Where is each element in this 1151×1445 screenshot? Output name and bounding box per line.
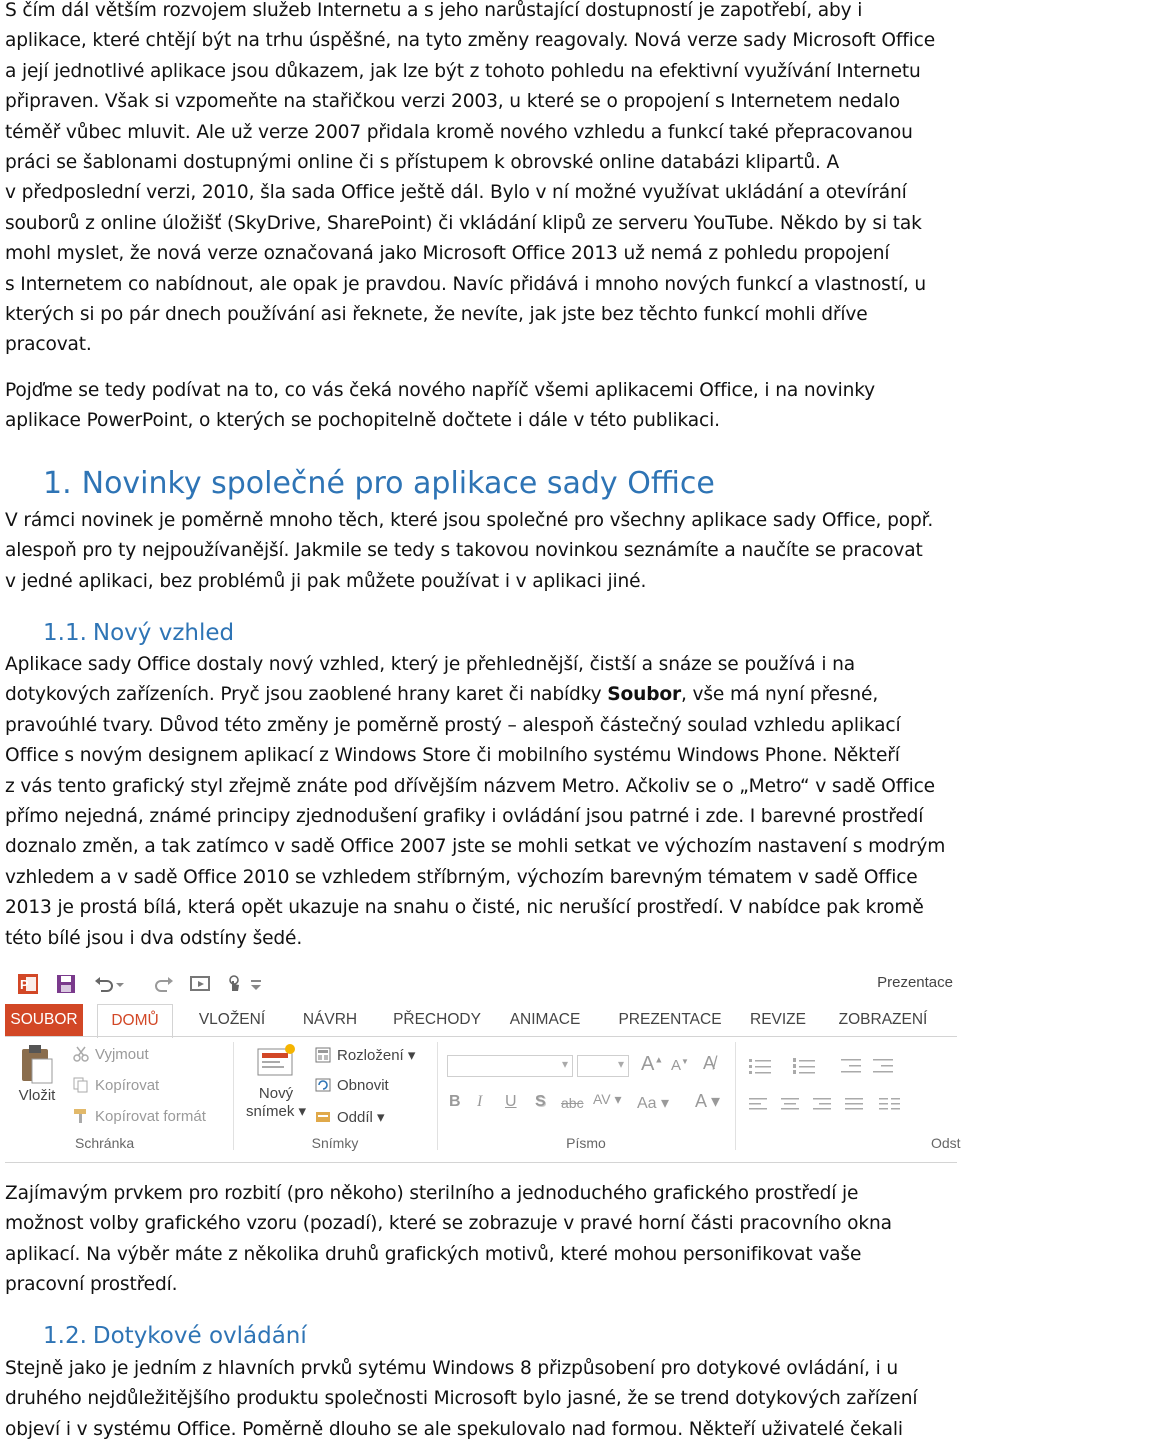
text-line: S čím dál větším rozvojem služeb Internetu a s jeho narůstající dostupností je zapotřebí, aby i bbox=[5, 0, 863, 21]
format-painter-button[interactable]: Kopírovat formát bbox=[73, 1108, 206, 1125]
ribbon-screenshot bbox=[5, 966, 961, 1163]
numbering-icon[interactable] bbox=[793, 1057, 819, 1075]
text-line: V rámci novinek je poměrně mnoho těch, které jsou společné pro všechny aplikace sady Office, popř. bbox=[5, 510, 934, 531]
heading-1-2 bbox=[5, 1321, 307, 1351]
change-case-button[interactable]: Aa ▾ bbox=[637, 1095, 670, 1112]
text-line: souborů z online úložišť (SkyDrive, SharePoint) či vkládání klipů ze serveru YouTube. Někdo by si tak bbox=[5, 212, 922, 234]
touch-mode-icon[interactable] bbox=[223, 973, 245, 993]
font-color-button[interactable]: A ▾ bbox=[695, 1091, 721, 1111]
text-line: v předposlední verzi, 2010, šla sada Office ještě dál. Bylo v ní možné využívat ukládání a otevírání bbox=[5, 182, 907, 204]
heading-number: 1.1. bbox=[43, 620, 87, 646]
quick-access-toolbar bbox=[5, 966, 957, 1002]
align-left-icon[interactable] bbox=[749, 1097, 769, 1113]
text-line: pracovat. bbox=[5, 334, 92, 356]
text-line: s Internetem co nabídnout, ale opak je pravdou. Navíc přidává i mnoho nových funkcí a vlastností, u bbox=[5, 273, 927, 295]
text-line: přímo nejedná, známé principy zjednodušení grafiky i ovládání jsou patrné i zde. I barevné prostředí bbox=[5, 806, 924, 828]
section-button[interactable]: Oddíl ▾ bbox=[315, 1108, 385, 1126]
chevron-down-icon: ▾ bbox=[617, 1057, 624, 1071]
heading-1-1 bbox=[5, 618, 234, 648]
heading-title: Nový vzhled bbox=[92, 620, 235, 646]
redo-icon[interactable] bbox=[153, 973, 175, 993]
reset-icon bbox=[315, 1077, 331, 1093]
text-line: pravoúhlé tvary. Důvod této změny je poměrně prostý – alespoň částečný soulad vzhledu aplikací bbox=[5, 714, 901, 736]
align-center-icon[interactable] bbox=[781, 1097, 801, 1113]
paste-button[interactable]: Vložit bbox=[11, 1043, 63, 1104]
increase-indent-icon[interactable] bbox=[873, 1057, 895, 1075]
text-line: aplikací. Na výběr máte z několika druhů grafických motivů, které mohou personifikovat vaše bbox=[5, 1243, 862, 1265]
tab-design[interactable]: NÁVRH bbox=[302, 1011, 358, 1028]
tab-file[interactable]: SOUBOR bbox=[5, 1004, 83, 1036]
italic-button[interactable]: I bbox=[477, 1093, 483, 1110]
clipboard-group bbox=[5, 1037, 227, 1155]
text-line: dotykových zařízeních. Pryč jsou zaoblené hrany karet či nabídky Soubor, vše má nyní přesné, bbox=[5, 684, 879, 706]
powerpoint-logo-icon bbox=[17, 973, 39, 993]
format-painter-icon bbox=[73, 1108, 89, 1124]
text-line: připraven. Však si vzpomeňte na stařičkou verzi 2003, u které se o propojení s Internetem nedalo bbox=[5, 91, 901, 113]
cut-button[interactable]: Vyjmout bbox=[73, 1046, 149, 1063]
text-line: v jedné aplikaci, bez problémů ji pak můžete používat i v aplikaci jiné. bbox=[5, 570, 647, 592]
copy-button[interactable]: Kopírovat bbox=[73, 1077, 159, 1094]
text-line: aplikace, které chtějí být na trhu úspěšné, na tyto změny reagovaly. Nová verze sady Microsoft Office bbox=[5, 30, 936, 52]
group-label-paragraph: Odst bbox=[931, 1135, 961, 1151]
text-line: kterých si po pár dnech používání asi řeknete, že nevíte, jak jste bez těchto funkcí mohli dříve bbox=[5, 304, 868, 326]
slides-group bbox=[237, 1037, 433, 1155]
background-paragraph bbox=[5, 1179, 892, 1301]
tab-transitions[interactable]: PŘECHODY bbox=[393, 1011, 481, 1028]
columns-icon[interactable] bbox=[879, 1097, 903, 1113]
align-right-icon[interactable] bbox=[813, 1097, 833, 1113]
svg-text:P: P bbox=[20, 977, 29, 992]
intro-paragraph bbox=[5, 0, 935, 361]
text-line: pracovní prostředí. bbox=[5, 1274, 178, 1296]
bullets-icon[interactable] bbox=[749, 1057, 775, 1075]
decrease-indent-icon[interactable] bbox=[841, 1057, 863, 1075]
document-title: Prezentace bbox=[877, 974, 953, 991]
group-separator bbox=[437, 1042, 438, 1150]
heading-title: Dotykové ovládání bbox=[92, 1323, 307, 1349]
cut-icon bbox=[73, 1046, 89, 1062]
text-line: mohl myslet, že nová verze označovaná jako Microsoft Office 2013 už nemá z pohledu propojení bbox=[5, 243, 890, 265]
tab-view[interactable]: ZOBRAZENÍ bbox=[838, 1011, 928, 1028]
tab-home[interactable]: DOMŮ bbox=[97, 1004, 173, 1038]
chevron-down-icon: ▾ bbox=[561, 1057, 568, 1071]
layout-icon bbox=[315, 1047, 331, 1063]
justify-icon[interactable] bbox=[845, 1097, 865, 1113]
text-line: druhého nejdůležitějšího produktu společnosti Microsoft bylo jasné, že se trend dotykových zařízení bbox=[5, 1388, 918, 1410]
paragraph-group bbox=[739, 1037, 959, 1155]
common-features-paragraph bbox=[5, 506, 933, 597]
text-line: Zajímavým prvkem pro rozbití (pro někoho) sterilního a jednoduchého grafického prostředí je bbox=[5, 1183, 859, 1204]
touch-paragraph bbox=[5, 1354, 917, 1445]
text-line: a její jednotlivé aplikace jsou důkazem, jak lze být z tohoto pohledu na efektivní využívání Internetu bbox=[5, 60, 921, 82]
underline-button[interactable]: U bbox=[505, 1093, 517, 1110]
save-icon[interactable] bbox=[55, 973, 77, 993]
text-line: 2013 je prostá bílá, která opět ukazuje na snahu o čisté, nic nerušící prostředí. V nabídce pak kromě bbox=[5, 897, 924, 919]
group-label-clipboard: Schránka bbox=[75, 1135, 135, 1151]
new-slide-button[interactable]: Nový snímek ▾ bbox=[241, 1043, 311, 1121]
ribbon-tabs bbox=[5, 1004, 957, 1036]
group-separator bbox=[735, 1042, 736, 1150]
reset-button[interactable]: Obnovit bbox=[315, 1077, 389, 1094]
soubor-bold: Soubor bbox=[607, 684, 682, 706]
font-name-select[interactable] bbox=[447, 1055, 573, 1077]
text-line: z vás tento grafický styl zřejmě znáte pod dřívějším názvem Metro. Ačkoliv se o „Metro“ v sadě Office bbox=[5, 775, 935, 797]
strikethrough-button[interactable]: abc bbox=[561, 1095, 584, 1111]
tab-insert[interactable]: VLOŽENÍ bbox=[198, 1011, 266, 1028]
font-group bbox=[441, 1037, 731, 1155]
heading-title: Novinky společné pro aplikace sady Office bbox=[81, 466, 715, 501]
tab-slideshow[interactable]: PREZENTACE bbox=[618, 1011, 722, 1028]
text-line: této bílé jsou i dva odstíny šedé. bbox=[5, 927, 303, 949]
start-from-beginning-icon[interactable] bbox=[189, 973, 211, 993]
new-slide-icon bbox=[254, 1043, 298, 1081]
text-line: aplikace PowerPoint, o kterých se pochopitelně dočtete i dále v této publikaci. bbox=[5, 410, 720, 432]
text-line: možnost volby grafického vzoru (pozadí), které se zobrazuje v pravé horní části pracovního okna bbox=[5, 1213, 892, 1235]
group-separator bbox=[233, 1042, 234, 1150]
text-line: Pojďme se tedy podívat na to, co vás čeká nového napříč všemi aplikacemi Office, i na novinky bbox=[5, 380, 876, 401]
paste-icon bbox=[18, 1043, 56, 1087]
heading-number: 1.2. bbox=[43, 1323, 87, 1349]
copy-icon bbox=[73, 1077, 89, 1093]
layout-button[interactable]: Rozložení ▾ bbox=[315, 1046, 415, 1064]
clear-format-button[interactable]: A̸ bbox=[703, 1053, 716, 1073]
undo-icon[interactable] bbox=[93, 973, 115, 993]
group-label-font: Písmo bbox=[566, 1135, 606, 1151]
tab-review[interactable]: REVIZE bbox=[750, 1011, 806, 1028]
text-line: Office s novým designem aplikací z Windows Store či mobilního systému Windows Phone. Někteří bbox=[5, 745, 900, 767]
shrink-font-button[interactable]: A▼ bbox=[671, 1057, 689, 1074]
text-line: Stejně jako je jedním z hlavních prvků sytému Windows 8 přizpůsobení pro dotykové ovládání, i u bbox=[5, 1358, 899, 1379]
heading-number: 1. bbox=[43, 466, 72, 501]
text-line: objeví i v systému Office. Poměrně dlouho se ale spekulovalo nad formou. Někteří uživatelé čekali bbox=[5, 1418, 903, 1440]
text-line: téměř vůbec mluvit. Ale už verze 2007 přidala kromě nového vzhledu a funkcí také přepracovanou bbox=[5, 121, 913, 143]
bold-button[interactable]: B bbox=[449, 1093, 461, 1110]
heading-1 bbox=[5, 465, 715, 503]
grow-font-button[interactable]: A▲ bbox=[641, 1053, 664, 1075]
shadow-button[interactable]: S bbox=[535, 1093, 546, 1110]
section-icon bbox=[315, 1109, 331, 1125]
font-size-select[interactable] bbox=[577, 1055, 629, 1077]
group-label-slides: Snímky bbox=[311, 1135, 359, 1151]
overview-paragraph bbox=[5, 376, 875, 437]
text-line: alespoň pro ty nejpoužívanější. Jakmile se tedy s takovou novinkou seznámíte a naučíte se pracovat bbox=[5, 540, 923, 562]
character-spacing-button[interactable]: AV ▾ bbox=[593, 1091, 622, 1107]
text-line: práci se šablonami dostupnými online či s přístupem k obrovské online databázi klipartů. A bbox=[5, 152, 840, 174]
tab-animations[interactable]: ANIMACE bbox=[509, 1011, 581, 1028]
text-line: doznalo změn, a tak zatímco v sadě Office 2007 jste se mohli setkat ve výchozím nastavení s modrým bbox=[5, 836, 946, 858]
customize-qat-icon[interactable] bbox=[249, 973, 263, 993]
dropdown-arrow-icon[interactable] bbox=[115, 973, 125, 993]
text-line: Aplikace sady Office dostaly nový vzhled, který je přehlednější, čistší a snáze se používá i na bbox=[5, 654, 855, 675]
text-line: vzhledem a v sadě Office 2010 se vzhledem stříbrným, výchozím barevným tématem v sadě Office bbox=[5, 866, 918, 888]
new-look-paragraph bbox=[5, 650, 945, 954]
